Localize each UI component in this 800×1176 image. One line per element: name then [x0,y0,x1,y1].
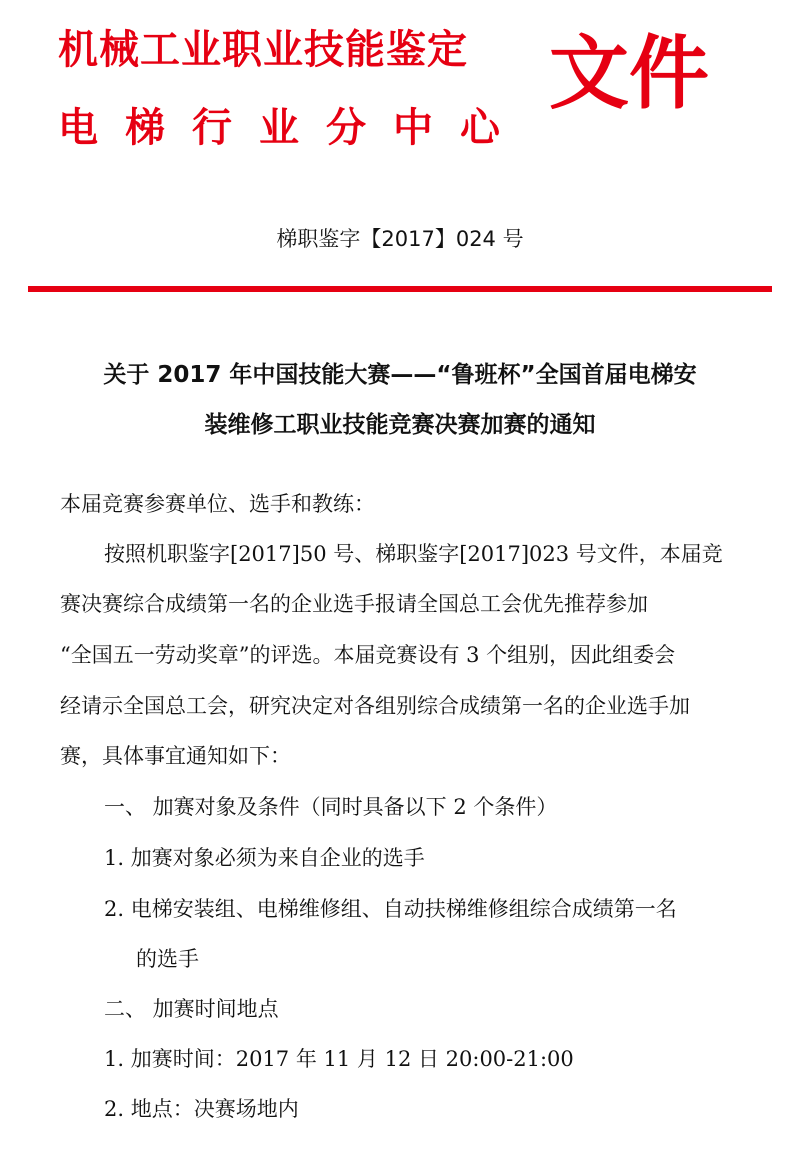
list-item-continuation: 的选手 [136,947,199,971]
section-heading-2: 二、 加赛时间地点 [104,997,279,1021]
list-item: 2. 地点：决赛场地内 [104,1097,299,1121]
body-paragraph-line: 按照机职鉴字[2017]50 号、梯职鉴字[2017]023 号文件，本届竞 [104,542,723,566]
body-paragraph-line: 赛决赛综合成绩第一名的企业选手报请全国总工会优先推荐参加 [60,592,648,616]
red-header-divider [28,286,772,292]
body-paragraph-line: 经请示全国总工会，研究决定对各组别综合成绩第一名的企业选手加 [60,694,690,718]
issuing-org-line1: 机械工业职业技能鉴定 [58,27,468,73]
body-paragraph-line: “全国五一劳动奖章”的评选。本届竞赛设有 3 个组别，因此组委会 [60,643,676,667]
notice-title-line1: 关于 2017 年中国技能大赛——“鲁班杯”全国首届电梯安 [103,362,697,388]
list-item: 1. 加赛对象必须为来自企业的选手 [104,846,425,870]
document-type-label: 文件 [549,27,709,120]
salutation: 本届竞赛参赛单位、选手和教练： [60,492,375,516]
document-number: 梯职鉴字【2017】024 号 [276,227,524,251]
notice-title-line2: 装维修工职业技能竞赛决赛加赛的通知 [204,412,596,438]
body-paragraph-line: 赛，具体事宜通知如下： [60,744,291,768]
section-heading-1: 一、 加赛对象及条件（同时具备以下 2 个条件） [104,795,558,819]
list-item: 1. 加赛时间：2017 年 11 月 12 日 20:00-21:00 [104,1047,574,1071]
issuing-org-line2: 电梯行业分中心 [58,105,527,151]
list-item: 2. 电梯安装组、电梯维修组、自动扶梯维修组综合成绩第一名 [104,897,677,921]
